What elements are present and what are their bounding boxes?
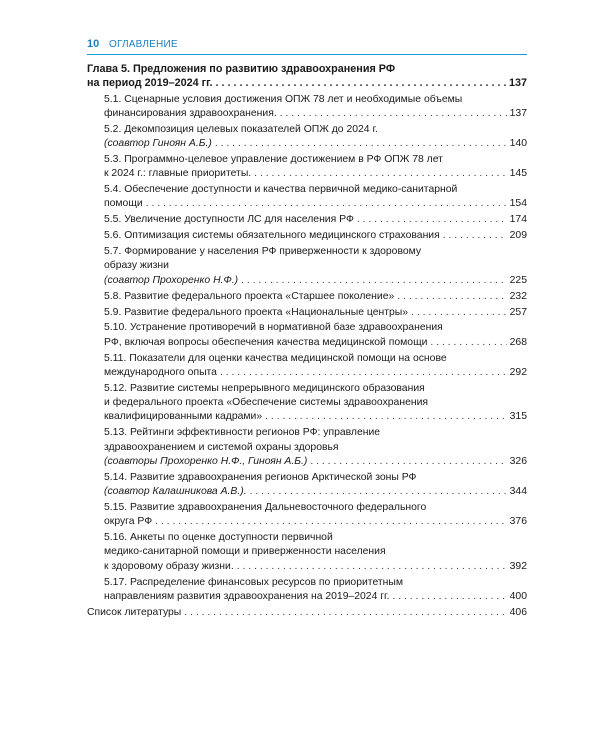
toc-entry[interactable] xyxy=(104,321,527,350)
dot-leader xyxy=(411,306,507,320)
entry-last-line xyxy=(104,229,527,243)
entry-page-number: 257 xyxy=(509,306,527,318)
toc-entry[interactable] xyxy=(104,183,527,212)
entry-title-line: направлениям развития здравоохранения на 2019–2024 гг. xyxy=(104,590,390,602)
entry-title-line: и федерального проекта «Обеспечение системы здравоохранения xyxy=(104,397,429,409)
dot-leader xyxy=(237,560,507,574)
bibliography-label: Список литературы xyxy=(87,606,182,618)
entry-last-line xyxy=(104,515,527,529)
entry-last-line xyxy=(87,606,527,620)
entry-page-number: 232 xyxy=(509,290,527,302)
dot-leader xyxy=(280,107,507,121)
chapter-page-number: 137 xyxy=(508,77,527,90)
entry-last-line xyxy=(104,455,527,469)
toc-entries xyxy=(87,93,527,605)
entry-page-number: 392 xyxy=(509,560,527,572)
dot-leader xyxy=(220,366,507,380)
entry-title-line: 5.12. Развитие системы непрерывного медицинского образования xyxy=(104,382,425,394)
toc-entry[interactable] xyxy=(104,501,527,530)
entry-last-line xyxy=(104,167,527,181)
entry-title-line: 5.6. Оптимизация системы обязательного медицинского страхования xyxy=(104,230,440,242)
entry-title-line: здравоохранением и системой охраны здоровья xyxy=(104,441,339,453)
dot-leader xyxy=(184,606,506,620)
toc-entry[interactable] xyxy=(104,213,527,227)
entry-title-line: 5.3. Программно-целевое управление достижением в РФ ОПЖ 78 лет xyxy=(104,153,443,165)
entry-page-number: 225 xyxy=(509,274,527,286)
entry-title-line: 5.1. Сценарные условия достижения ОПЖ 78 лет и необходимые объемы xyxy=(104,93,463,105)
entry-title-line: 5.11. Показатели для оценки качества медицинской помощи на основе xyxy=(104,352,447,364)
dot-leader xyxy=(241,274,507,288)
entry-title-line: 5.15. Развитие здравоохранения Дальневосточного федерального xyxy=(104,501,427,513)
dot-leader xyxy=(250,485,507,499)
entry-title-line: 5.13. Рейтинги эффективности регионов РФ: управление xyxy=(104,427,381,439)
entry-page-number: 140 xyxy=(509,138,527,150)
entry-title-line: 5.9. Развитие федерального проекта «Национальные центры» xyxy=(104,306,409,318)
chapter-title-last-line xyxy=(87,76,527,90)
bibliography-page-number: 406 xyxy=(509,606,527,618)
entry-page-number: 209 xyxy=(509,230,527,242)
entry-last-line xyxy=(104,107,527,121)
entry-page-number: 268 xyxy=(509,336,527,348)
entry-coauthor: (соавтор Гиноян А.Б.) xyxy=(104,138,212,150)
entry-last-line xyxy=(104,290,527,304)
toc-entry[interactable] xyxy=(104,576,527,605)
entry-title-line: образу жизни xyxy=(104,260,169,272)
toc-entry[interactable] xyxy=(104,471,527,500)
toc-entry[interactable] xyxy=(104,426,527,469)
dot-leader xyxy=(357,213,507,227)
running-header xyxy=(87,38,527,55)
entry-title-line: 5.16. Анкеты по оценке доступности первичной xyxy=(104,532,333,544)
entry-last-line xyxy=(104,560,527,574)
toc-entry[interactable] xyxy=(104,153,527,182)
dot-leader xyxy=(443,229,507,243)
page-number: 10 xyxy=(87,38,100,50)
chapter-title-line: на период 2019–2024 гг. xyxy=(87,77,213,90)
entry-last-line xyxy=(104,336,527,350)
dot-leader xyxy=(392,590,506,604)
entry-last-line xyxy=(104,485,527,499)
entry-title-line: к здоровому образу жизни. xyxy=(104,560,234,572)
toc-entry[interactable] xyxy=(104,306,527,320)
entry-title-line: 5.14. Развитие здравоохранения регионов Арктической зоны РФ xyxy=(104,471,417,483)
dot-leader xyxy=(310,455,506,469)
toc-entry[interactable] xyxy=(104,93,527,122)
entry-page-number: 344 xyxy=(509,486,527,498)
entry-title-line: квалифицированными кадрами» xyxy=(104,411,263,423)
entry-page-number: 326 xyxy=(509,455,527,467)
entry-page-number: 315 xyxy=(509,411,527,423)
entry-page-number: 400 xyxy=(509,590,527,602)
entry-last-line xyxy=(104,213,527,227)
entry-page-number: 137 xyxy=(509,107,527,119)
entry-page-number: 154 xyxy=(509,198,527,210)
entry-page-number: 145 xyxy=(509,168,527,180)
entry-coauthor: (соавтор Прохоренко Н.Ф.) xyxy=(104,274,239,286)
toc-entry-bibliography[interactable] xyxy=(87,606,527,620)
entry-title-line: к 2024 г.: главные приоритеты. xyxy=(104,168,252,180)
chapter-title-line: Глава 5. Предложения по развитию здравоохранения РФ xyxy=(87,63,396,75)
entry-title-line: международного опыта xyxy=(104,366,217,378)
entry-last-line xyxy=(104,306,527,320)
entry-title-line: медико-санитарной помощи и приверженности населения xyxy=(104,546,386,558)
entry-last-line xyxy=(104,590,527,604)
entry-last-line xyxy=(104,274,527,288)
entry-coauthor: (соавторы Прохоренко Н.Ф., Гиноян А.Б.) xyxy=(104,455,308,467)
toc-chapter-heading[interactable] xyxy=(87,62,527,91)
entry-title-line: 5.17. Распределение финансовых ресурсов по приоритетным xyxy=(104,576,403,588)
entry-title-line: 5.5. Увеличение доступности ЛС для населения РФ xyxy=(104,214,354,226)
entry-last-line xyxy=(104,410,527,424)
toc-entry[interactable] xyxy=(104,382,527,425)
toc-entry[interactable] xyxy=(104,229,527,243)
entry-last-line xyxy=(104,137,527,151)
entry-last-line xyxy=(104,366,527,380)
entry-title-line: округа РФ xyxy=(104,516,153,528)
entry-title-line: 5.10. Устранение противоречий в нормативной базе здравоохранения xyxy=(104,322,443,334)
dot-leader xyxy=(215,137,507,151)
entry-title-line: помощи xyxy=(104,198,143,210)
toc-entry[interactable] xyxy=(104,531,527,574)
dot-leader xyxy=(254,167,506,181)
entry-title-line: финансирования здравоохранения. xyxy=(104,107,277,119)
entry-title-line: РФ, включая вопросы обеспечения качества медицинской помощи xyxy=(104,336,428,348)
dot-leader xyxy=(265,410,507,424)
entry-page-number: 376 xyxy=(509,516,527,528)
dot-leader xyxy=(216,76,506,90)
toc-entry[interactable] xyxy=(104,123,527,152)
toc-entry[interactable] xyxy=(104,352,527,381)
dot-leader xyxy=(155,515,507,529)
table-of-contents xyxy=(87,62,527,622)
dot-leader xyxy=(397,290,506,304)
dot-leader xyxy=(430,336,506,350)
entry-page-number: 292 xyxy=(509,366,527,378)
entry-last-line xyxy=(104,197,527,211)
toc-entry[interactable] xyxy=(104,245,527,288)
entry-title-line: 5.7. Формирование у населения РФ приверженности к здоровому xyxy=(104,246,422,258)
dot-leader xyxy=(146,197,507,211)
entry-title-line: 5.2. Декомпозиция целевых показателей ОПЖ до 2024 г. xyxy=(104,123,378,135)
entry-title-line: 5.8. Развитие федерального проекта «Старшее поколение» xyxy=(104,290,395,302)
toc-entry[interactable] xyxy=(104,290,527,304)
running-title: ОГЛАВЛЕНИЕ xyxy=(109,39,178,50)
entry-coauthor: (соавтор Калашникова А.В.). xyxy=(104,486,247,498)
entry-title-line: 5.4. Обеспечение доступности и качества первичной медико-санитарной xyxy=(104,184,458,196)
entry-page-number: 174 xyxy=(509,214,527,226)
